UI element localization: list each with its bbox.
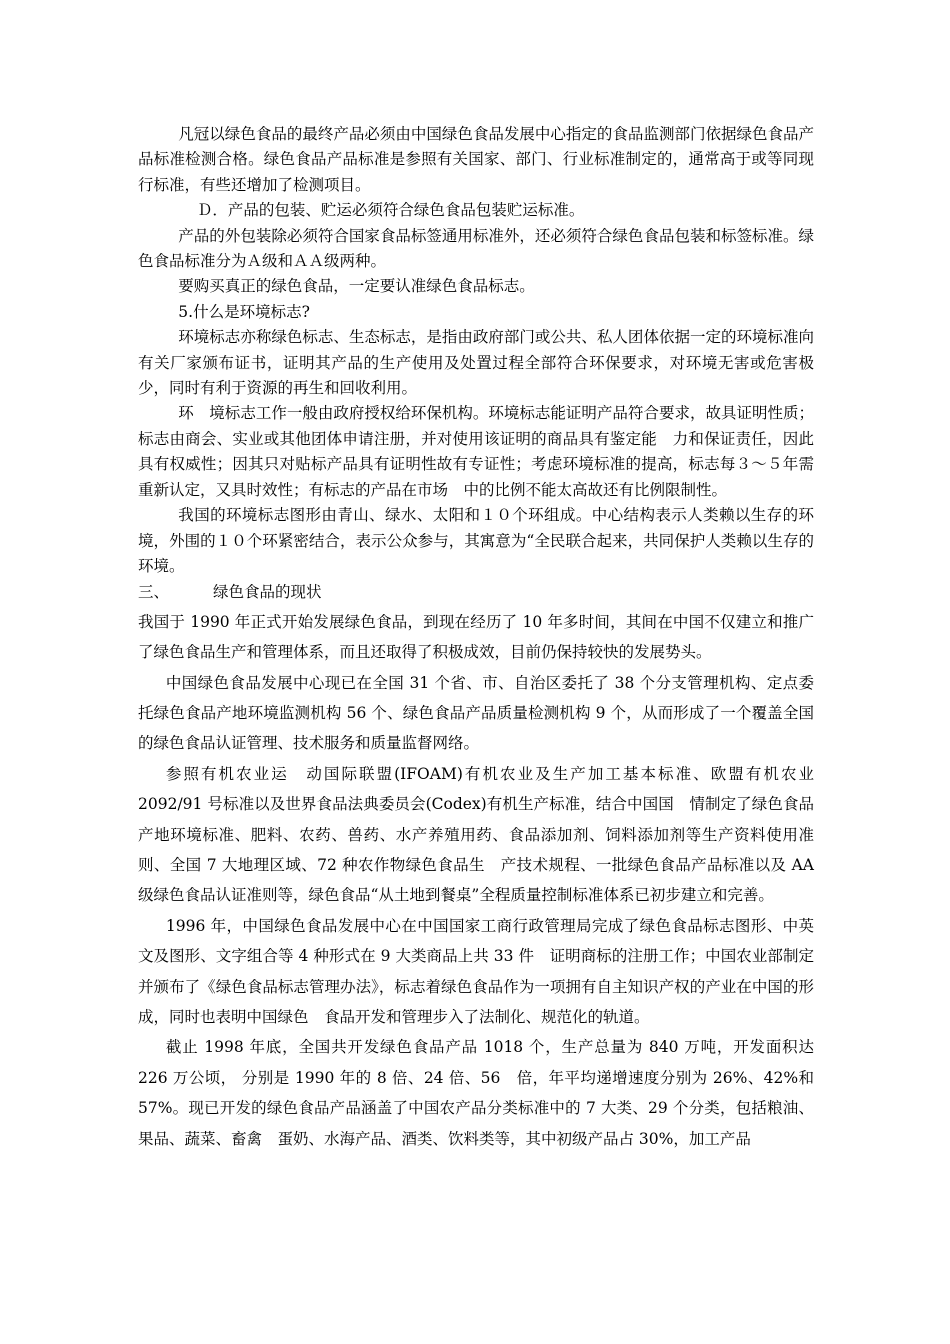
paragraph: 我国的环境标志图形由青山、绿水、太阳和１０个环组成。中心结构表示人类赖以生存的环境，外围的１０个环紧密结合，表示公众参与，其寓意为“全民联合起来，共同保护人类赖以生存的环境。 [138, 506, 814, 575]
paragraph: 参照有机农业运 动国际联盟(IFOAM)有机农业及生产加工基本标准、欧盟有机农业 2092/91 号标准以及世界食品法典委员会(Codex)有机生产标准，结合中国国 情制定了绿色食品产地环境标准、肥料、农药、兽药、水产养殖用药、食品添加剂、饲料添加剂等生产资料使用准则、全国 7 大地理区域、72 种农作物绿色食品生 产技术规程、一批绿色食品产品标准以及 AA 级绿色食品认证准则等，绿色食品“从土地到餐桌”全程质量控制标准体系已初步建立和完善。 [138, 764, 814, 905]
paragraph: 我国于 1990 年正式开始发展绿色食品，到现在经历了 10 年多时间，其间在中国不仅建立和推广了绿色食品生产和管理体系，而且还取得了积极成效，目前仍保持较快的发展势头。 [138, 612, 814, 662]
paragraph: 环境标志亦称绿色标志、生态标志，是指由政府部门或公共、私人团体依据一定的环境标准向有关厂家颁布证书，证明其产品的生产使用及处置过程全部符合环保要求，对环境无害或危害极少，同时有利于资源的再生和回收利用。 [138, 328, 814, 398]
section-number: 三、 [138, 583, 170, 602]
paragraph: Ｄ．产品的包装、贮运必须符合绿色食品包装贮运标准。 [196, 201, 585, 220]
section-heading [138, 580, 814, 605]
paragraph: 1996 年，中国绿色食品发展中心在中国国家工商行政管理局完成了绿色食品标志图形、中英文及图形、文字组合等 4 种形式在 9 大类商品上共 33 件 证明商标的注册工作；中国农业部制定并颁布了《绿色食品标志管理办法》，标志着绿色食品作为一项拥有自主知识产权的产业在中国的形成，同时也表明中国绿色 食品开发和管理步入了法制化、规范化的轨道。 [138, 916, 814, 1026]
paragraph: 截止 1998 年底，全国共开发绿色食品产品 1018 个，生产总量为 840 万吨，开发面积达 226 万公顷， 分别是 1990 年的 8 倍、24 倍、56 倍，年平均递增速度分别为 26%、42%和 57%。现已开发的绿色食品产品涵盖了中国农产品分类标准中的 7 大类、29 个分类，包括粮油、果品、蔬菜、畜禽 蛋奶、水海产品、酒类、饮料类等，其中初级产品占 30%，加工产品 [138, 1038, 814, 1148]
paragraph: 凡冠以绿色食品的最终产品必须由中国绿色食品发展中心指定的食品监测部门依据绿色食品产品标准检测合格。绿色食品产品标准是参照有关国家、部门、行业标准制定的，通常高于或等同现行标准，有些还增加了检测项目。 [138, 125, 814, 194]
paragraph: 产品的外包装除必须符合国家食品标签通用标准外，还必须符合绿色食品包装和标签标准。绿色食品标准分为Ａ级和ＡＡ级两种。 [138, 226, 814, 271]
paragraph: 中国绿色食品发展中心现已在全国 31 个省、市、自治区委托了 38 个分支管理机构、定点委托绿色食品产地环境监测机构 56 个、绿色食品产品质量检测机构 9 个，从而形成了一个覆盖全国的绿色食品认证管理、技术服务和质量监督网络。 [138, 673, 814, 753]
paragraph: 要购买真正的绿色食品，一定要认准绿色食品标志。 [178, 277, 535, 296]
paragraph: 环 境标志工作一般由政府授权给环保机构。环境标志能证明产品符合要求，故具证明性质；标志由商会、实业或其他团体申请注册，并对使用该证明的商品具有鉴定能 力和保证责任，因此具有权威性；因其只对贴标产品具有证明性故有专证性；考虑环境标准的提高，标志每３～５年需重新认定，又具时效性；有标志的产品在市场 中的比例不能太高故还有比例限制性。 [138, 404, 814, 499]
document-body [138, 122, 814, 1154]
section-body [138, 607, 814, 1154]
question-heading: 5.什么是环境标志? [178, 302, 310, 321]
section-title: 绿色食品的现状 [213, 583, 322, 602]
